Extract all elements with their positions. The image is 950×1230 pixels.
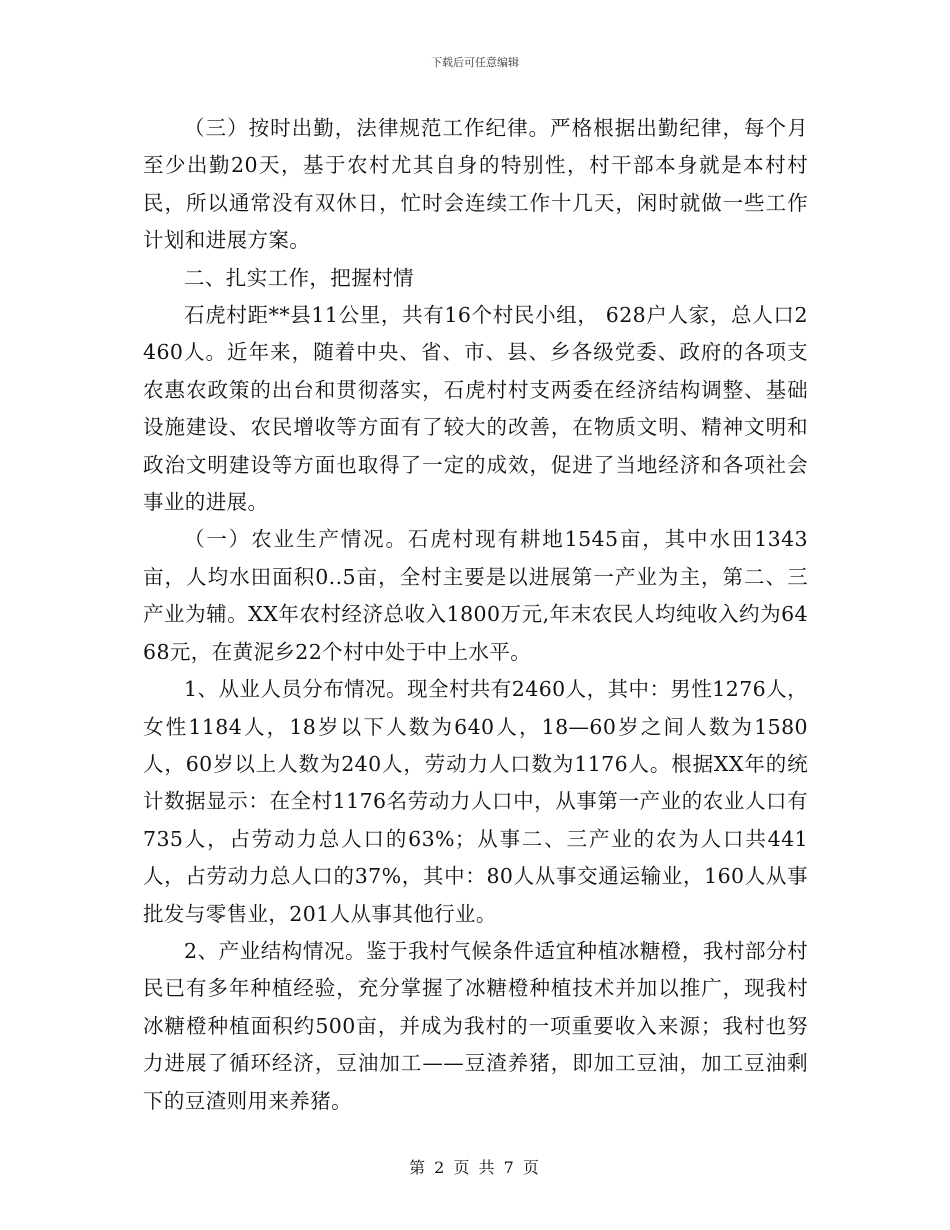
header-note: 下载后可任意编辑	[431, 56, 519, 69]
paragraph-industry-structure: 2、产业结构情况。鉴于我村气候条件适宜种植冰糖橙，我村部分村民已有多年种植经验，充分掌握了冰糖橙种植技术并加以推广，现我村冰糖橙种植面积约500亩，并成为我村的一项重要收入来源；我村也努力进展了循环经济，豆油加工——豆渣养猪，即加工豆油，加工豆油剩下的豆渣则用来养猪。	[143, 938, 808, 1113]
page-number: 第 2 页 共 7 页	[409, 1158, 541, 1177]
paragraph-agriculture: （一）农业生产情况。石虎村现有耕地1545亩，其中水田1343亩，人均水田面积0..5亩，全村主要是以进展第一产业为主，第二、三产业为辅。XX年农村经济总收入1800万元,年末农民人均纯收入约为6468元，在黄泥乡22个村中处于中上水平。	[143, 527, 808, 664]
paragraph-employment: 1、从业人员分布情况。现全村共有2460人，其中：男性1276人，女性1184人，18岁以下人数为640人，18—60岁之间人数为1580人，60岁以上人数为240人，劳动力人口数为1176人。根据XX年的统计数据显示：在全村1176名劳动力人口中，从事第一产业的农业人口有735人，占劳动力总人口的63%；从事二、三产业的农为人口共441人，占劳动力总人口的37%，其中：80人从事交通运输业，160人从事批发与零售业，201人从事其他行业。	[143, 677, 808, 926]
paragraph-attendance: （三）按时出勤，法律规范工作纪律。严格根据出勤纪律，每个月至少出勤20天，基于农村尤其自身的特别性，村干部本身就是本村村民，所以通常没有双休日，忙时会连续工作十几天，闲时就做一些工作计划和进展方案。	[143, 116, 808, 253]
document-body	[143, 110, 808, 1120]
paragraph-village-overview: 石虎村距**县11公里，共有16个村民小组， 628户人家，总人口2460人。近年来，随着中央、省、市、县、乡各级党委、政府的各项支农惠农政策的出台和贯彻落实，石虎村村支两委在经济结构调整、基础设施建设、农民增收等方面有了较大的改善，在物质文明、精神文明和政治文明建设等方面也取得了一定的成效，促进了当地经济和各项社会事业的进展。	[143, 303, 808, 515]
section-heading-village-situation: 二、扎实工作，把握村情	[184, 265, 414, 290]
